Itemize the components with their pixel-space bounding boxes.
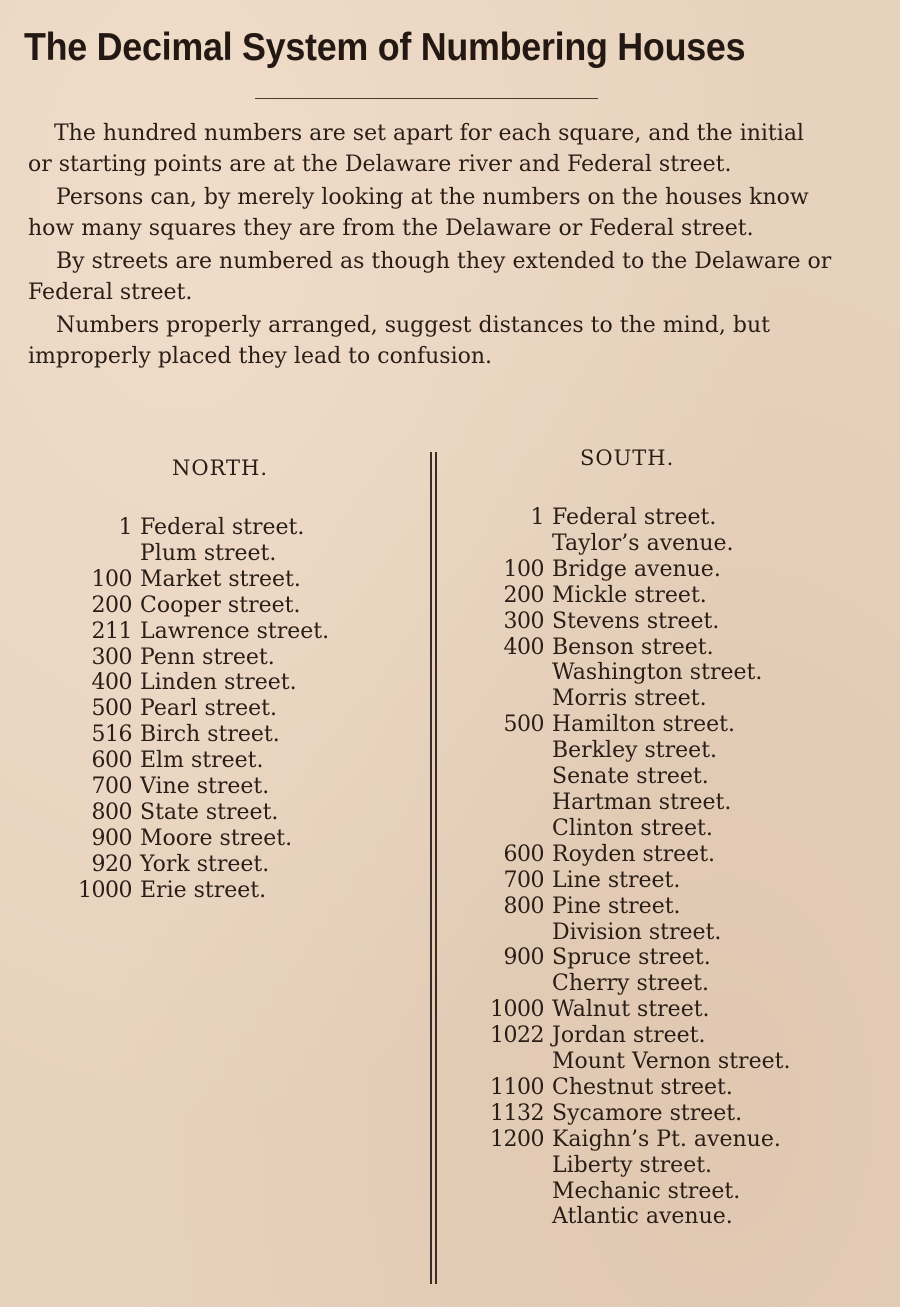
street-name: Mount Vernon street. xyxy=(552,1049,791,1075)
street-name: Stevens street. xyxy=(552,608,720,634)
intro-paragraph: Numbers properly arranged, suggest distances to the mind, but improperly placed they lead to confusion. xyxy=(28,313,770,369)
house-number xyxy=(480,1153,552,1179)
house-number xyxy=(70,541,140,567)
south-street-row xyxy=(480,868,890,894)
north-street-row xyxy=(70,645,410,671)
south-street-row xyxy=(480,531,890,557)
street-name: Washington street. xyxy=(552,660,763,686)
house-number xyxy=(480,816,552,842)
house-number: 1132 xyxy=(490,1100,544,1126)
street-name: Linden street. xyxy=(140,670,297,696)
street-name: Penn street. xyxy=(140,644,275,670)
street-name: Line street. xyxy=(552,867,681,893)
south-street-row xyxy=(480,1204,890,1230)
house-number xyxy=(480,764,552,790)
north-street-row xyxy=(70,593,410,619)
south-street-row xyxy=(480,997,890,1023)
street-name: Federal street. xyxy=(552,505,717,530)
house-number xyxy=(480,971,552,997)
page-title: The Decimal System of Numbering Houses xyxy=(24,26,746,69)
intro-paragraph: The hundred numbers are set apart for each square, and the initial or starting points are at the Delaware river and Federal street. xyxy=(28,121,804,177)
street-name: Pine street. xyxy=(552,893,681,919)
house-number xyxy=(480,1179,552,1205)
north-street-row xyxy=(70,774,410,800)
south-street-row xyxy=(480,1023,890,1049)
house-number: 900 xyxy=(503,945,544,971)
house-number: 400 xyxy=(91,670,132,696)
house-number: 1 xyxy=(530,505,544,530)
north-street-row xyxy=(70,878,410,904)
house-number xyxy=(480,1204,552,1230)
house-number: 700 xyxy=(91,774,132,800)
north-street-row xyxy=(70,826,410,852)
house-number xyxy=(480,660,552,686)
house-number: 1000 xyxy=(490,997,544,1023)
house-number: 600 xyxy=(503,841,544,867)
south-street-row xyxy=(480,660,890,686)
north-street-row xyxy=(70,619,410,645)
south-street-row xyxy=(480,583,890,609)
south-street-row xyxy=(480,920,890,946)
house-number: 1022 xyxy=(490,1023,544,1049)
house-number: 800 xyxy=(503,893,544,919)
street-name: Vine street. xyxy=(140,774,270,800)
south-heading: SOUTH. xyxy=(580,446,675,470)
house-number: 500 xyxy=(503,712,544,738)
house-number xyxy=(480,531,552,557)
house-number: 500 xyxy=(91,696,132,722)
house-number: 300 xyxy=(91,644,132,670)
intro-text xyxy=(28,118,834,374)
south-street-row xyxy=(480,1101,890,1127)
street-name: Jordan street. xyxy=(552,1023,706,1049)
street-name: Clinton street. xyxy=(552,815,713,841)
street-name: Mickle street. xyxy=(552,582,707,608)
street-name: Morris street. xyxy=(552,686,707,712)
street-name: Sycamore street. xyxy=(552,1100,743,1126)
house-number: 100 xyxy=(91,566,132,592)
north-street-row xyxy=(70,800,410,826)
house-number xyxy=(480,738,552,764)
house-number xyxy=(480,686,552,712)
north-heading: NORTH. xyxy=(172,456,269,480)
south-street-row xyxy=(480,609,890,635)
south-street-row xyxy=(480,816,890,842)
street-name: Hamilton street. xyxy=(552,712,736,738)
street-name: Chestnut street. xyxy=(552,1074,733,1100)
south-street-row xyxy=(480,945,890,971)
south-street-row xyxy=(480,505,890,531)
north-street-row xyxy=(70,748,410,774)
street-name: Federal street. xyxy=(140,515,305,540)
house-number: 1200 xyxy=(490,1126,544,1152)
house-number: 900 xyxy=(91,825,132,851)
north-street-row xyxy=(70,670,410,696)
street-name: Bridge avenue. xyxy=(552,556,721,582)
street-name: Mechanic street. xyxy=(552,1178,741,1204)
north-street-row xyxy=(70,852,410,878)
house-number: 400 xyxy=(503,634,544,660)
column-divider xyxy=(430,452,438,1284)
house-number: 1000 xyxy=(78,877,132,903)
street-name: Cooper street. xyxy=(140,592,301,618)
title-underline-rule xyxy=(255,98,598,99)
street-name: State street. xyxy=(140,799,279,825)
south-street-row xyxy=(480,894,890,920)
south-street-row xyxy=(480,686,890,712)
street-name: Taylor’s avenue. xyxy=(552,530,734,556)
south-street-row xyxy=(480,1153,890,1179)
south-street-row xyxy=(480,557,890,583)
house-number: 100 xyxy=(503,556,544,582)
house-number xyxy=(480,790,552,816)
house-number: 516 xyxy=(91,722,132,748)
street-name: Plum street. xyxy=(140,540,277,566)
intro-paragraph: By streets are numbered as though they extended to the Delaware or Federal street. xyxy=(28,249,832,305)
street-name: Kaighn’s Pt. avenue. xyxy=(552,1126,781,1152)
street-name: Market street. xyxy=(140,566,301,592)
south-street-row xyxy=(480,790,890,816)
street-name: Elm street. xyxy=(140,748,264,774)
house-number: 1100 xyxy=(490,1074,544,1100)
street-name: Benson street. xyxy=(552,634,714,660)
divider-line xyxy=(430,452,432,1284)
street-name: Cherry street. xyxy=(552,971,709,997)
house-number xyxy=(480,1049,552,1075)
intro-paragraph: Persons can, by merely looking at the numbers on the houses know how many squares they are from the Delaware or Federal street. xyxy=(28,185,809,241)
north-street-row xyxy=(70,722,410,748)
street-name: York street. xyxy=(140,851,270,877)
north-street-row xyxy=(70,567,410,593)
street-name: Erie street. xyxy=(140,877,267,903)
street-name: Berkley street. xyxy=(552,738,718,764)
divider-line xyxy=(435,452,437,1284)
house-number: 920 xyxy=(91,851,132,877)
street-name: Moore street. xyxy=(140,825,293,851)
south-street-list xyxy=(480,505,890,1230)
south-street-row xyxy=(480,764,890,790)
street-name: Liberty street. xyxy=(552,1152,713,1178)
house-number: 800 xyxy=(91,799,132,825)
street-name: Walnut street. xyxy=(552,997,710,1023)
house-number: 200 xyxy=(503,582,544,608)
street-name: Division street. xyxy=(552,919,722,945)
street-name: Pearl street. xyxy=(140,696,278,722)
street-name: Senate street. xyxy=(552,764,709,790)
north-street-list xyxy=(70,515,410,904)
south-street-row xyxy=(480,738,890,764)
house-number xyxy=(480,920,552,946)
south-street-row xyxy=(480,1179,890,1205)
house-number: 211 xyxy=(91,618,132,644)
street-name: Lawrence street. xyxy=(140,618,330,644)
south-street-row xyxy=(480,635,890,661)
house-number: 200 xyxy=(91,592,132,618)
house-number: 600 xyxy=(91,748,132,774)
south-street-row xyxy=(480,842,890,868)
house-number: 1 xyxy=(118,515,132,540)
south-street-row xyxy=(480,712,890,738)
south-street-row xyxy=(480,1075,890,1101)
street-name: Hartman street. xyxy=(552,789,732,815)
street-name: Atlantic avenue. xyxy=(552,1204,733,1230)
south-street-row xyxy=(480,1127,890,1153)
street-name: Spruce street. xyxy=(552,945,711,971)
house-number: 700 xyxy=(503,867,544,893)
north-street-row xyxy=(70,541,410,567)
street-name: Royden street. xyxy=(552,841,716,867)
north-street-row xyxy=(70,696,410,722)
north-street-row xyxy=(70,515,410,541)
south-street-row xyxy=(480,1049,890,1075)
house-number: 300 xyxy=(503,608,544,634)
south-street-row xyxy=(480,971,890,997)
street-name: Birch street. xyxy=(140,722,280,748)
